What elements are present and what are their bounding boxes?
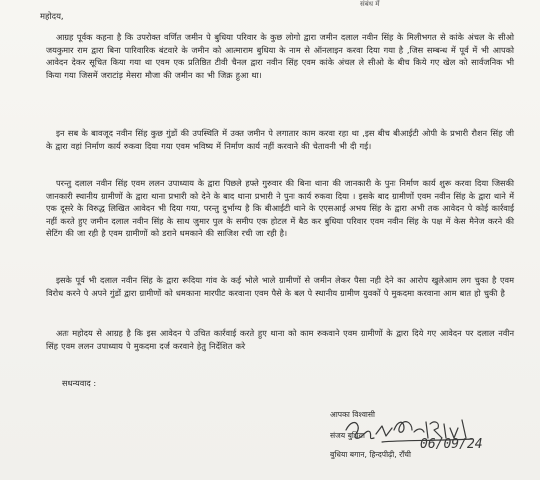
paragraph-2: इन सब के बावजूद नवीन सिंह कुछ गुंडों की उपस्थिति में उक्त जमीन पे लगातार काम करवा रहा था ,इस बीच बीआईटी ओपी के प्रभारी रौशन सिंह जी के द्वारा वहां निर्माण कार्य रुकवा दिया गया एवम भविष्य में निर्माण कार्य नहीं करवाने की चेतावनी भी दी गई। (46, 128, 514, 151)
handwritten-date: 06/09/24 (420, 437, 483, 452)
salutation: महोदय, (40, 11, 64, 21)
paragraph-5: अतः महोदय से आग्रह है कि इस आवेदन पे उचित कार्रवाई करते हुए थाना को काम रुकवाने एवम ग्रामीणों के द्वारा दिये गए आवेदन पर दलाल नवीन सिंह एवम ललन उपाध्याय पे मुकदमा दर्ज करवाने हेतु निर्देशित करे (46, 328, 514, 351)
signer-address: बुधिया बगान, हिन्दपीढ़ी, राँची (330, 450, 411, 459)
closing-line: सधन्यवाद : (62, 378, 97, 388)
paragraph-1: आग्रह पूर्वक कहना है कि उपरोक्त वर्णित जमीन पे बुधिया परिवार के कुछ लोगो द्वारा जमीन दलाल नवीन सिंह के मिलीभगत से कांके अंचल के सीओ जयकुमार राम द्वारा बिना पारिवारिक बंटवारे के जमीन को आत्माराम बुधिया के नाम से ऑनलाइन करवा दिया गया है ,जिस सम्बन्ध में पूर्व में भी आपको आवेदन देकर सूचित किया गया था एवम एक प्रतिष्ठित टीवी चैनल द्वारा नवीन सिंह एवम कांके अंचल ले सीओ के बीच किये गए खेल को सार्वजनिक भी किया गया जिसमें जराटांड़ मेसरा मौजा की जमीन का भी जिक्र हुआ था। (46, 32, 514, 80)
sign-off: आपका विश्वासी (330, 410, 375, 419)
paragraph-3: परन्तु दलाल नवीन सिंह एवम ललन उपाध्याय के द्वारा पिछले हफ्ते गुरुवार की बिना थाना की जानकारी के पुनः निर्माण कार्य शुरू करवा दिया जिसकी जानकारी स्थानीय ग्रामीणों के द्वारा थाना प्रभारी को देने के बाद थाना प्रभारी ने पुनः कार्य रुकवा दिया । इसके बाद ग्रामीणों एवम नवीन सिंह के द्वारा थाने में एक दूसरे के विरुद्ध लिखित आवेदन भी दिया गया, परन्तु दुर्भाग्य है कि बीआईटी थाने के एएसआई अभय सिंह के द्वारा अभी तक आवेदन पे कोई कार्रवाई नहीं करते हुए जमीन दलाल नवीन सिंह के साथ जुमार पुल के समीप एक होटल में बैठ कर बुधिया परिवार एवम नवीन सिंह के पक्ष में केस मैनेज करने की सेटिंग की जा रही है एवम ग्रामीणों को डराने धमकाने की साजिश रची जा रही है। (46, 178, 514, 239)
handwritten-signature (342, 408, 502, 452)
paragraph-4: इसके पूर्व भी दलाल नवीन सिंह के द्वारा रूदिया गांव के कई भोले भाले ग्रामीणों से जमीन लेकर पैसा नही देने का आरोप खुलेआम लग चुका है एवम विरोध करने पे अपने गुंडों द्वारा ग्रामीणों को धमकाना मारपीट करवाना एवम पैसे के बल पे स्थानीय ग्रामीण युवकों पे मुकदमा करवाना आम बात हो चुकी है (46, 275, 514, 298)
header-fragment: संबंध में (360, 0, 380, 8)
signer-name: संजय बुधिया (330, 431, 365, 440)
